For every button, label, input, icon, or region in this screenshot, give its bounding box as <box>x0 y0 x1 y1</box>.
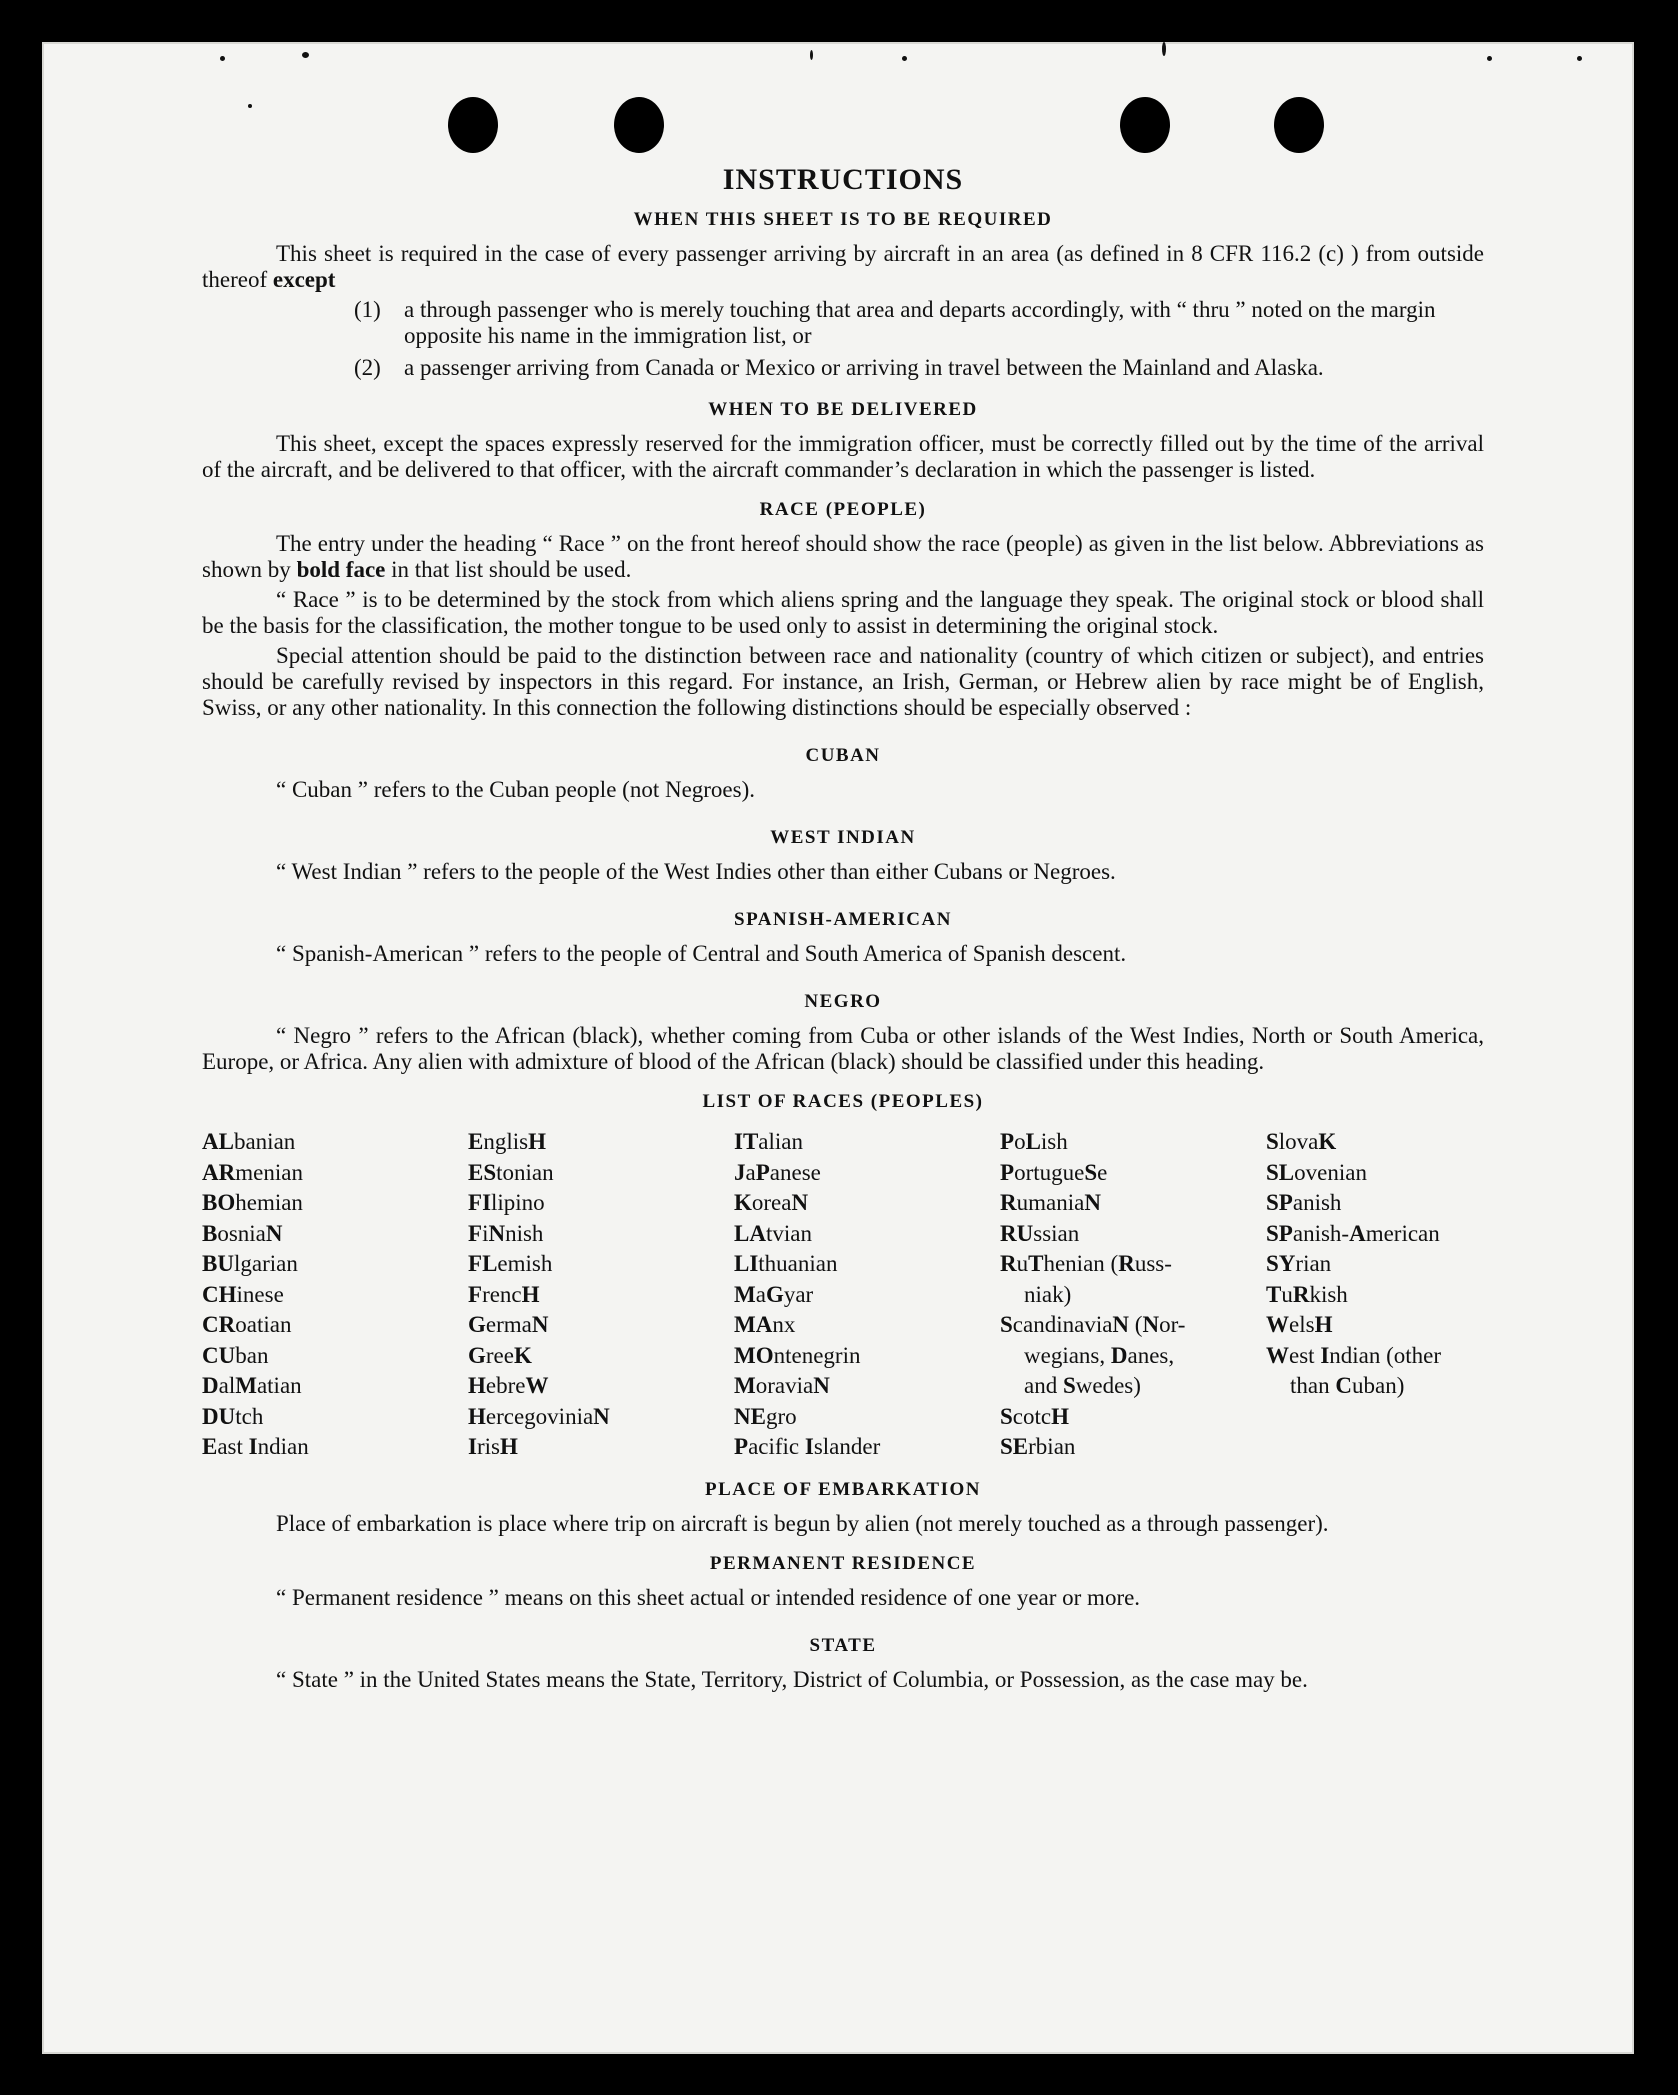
race-entry: East Indian <box>202 1434 309 1459</box>
race-entry: MoraviaN <box>734 1373 830 1398</box>
race-entry: HercegoviniaN <box>468 1403 610 1429</box>
race-entry: PoLish <box>1000 1129 1068 1154</box>
race-entry: MaGyar <box>734 1281 814 1307</box>
race-entry: ScandinaviaN (Nor- <box>1000 1312 1186 1337</box>
race-entry: IrisH <box>468 1434 518 1459</box>
required-intro <box>202 241 1484 293</box>
race-p1-text: The entry under the heading “ Race ” on the front hereof should show the race (people) as given in the list below. Abbreviations as shown by <box>202 531 1484 582</box>
race-entry: SErbian <box>1000 1434 1076 1459</box>
race-entry: DalMatian <box>202 1373 302 1398</box>
race-entry: RuThenian (Russ- <box>1000 1251 1172 1276</box>
race-entry: BUlgarian <box>202 1251 298 1276</box>
punch-hole <box>1274 97 1324 153</box>
race-entry: SPanish <box>1266 1190 1342 1215</box>
race-p1-bold: bold face <box>296 557 386 582</box>
required-item <box>354 355 1484 381</box>
speck-mark <box>248 104 252 108</box>
race-entry: FIlipino <box>468 1190 545 1215</box>
heading-when-required: WHEN THIS SHEET IS TO BE REQUIRED <box>633 209 1053 230</box>
document-sheet <box>42 42 1634 2054</box>
heading-when-delivered: WHEN TO BE DELIVERED <box>708 399 978 420</box>
race-p1-text-end: in that list should be used. <box>391 557 632 582</box>
race-paragraph-2: “ Race ” is to be determined by the stock from which aliens spring and the language they speak. The original stock or blood shall be the basis for the classification, the mother tongue to be used only to assist in determining the original stock. <box>202 587 1484 638</box>
heading-negro: NEGRO <box>804 991 882 1012</box>
race-entry: RUssian <box>1000 1220 1080 1246</box>
negro-text: “ Negro ” refers to the African (black), whether coming from Cuba or other islands of the West Indies, North or South America, Europe, or Africa. Any alien with admixture of blood of the African (black) should be classified under this heading. <box>202 1023 1484 1074</box>
race-entry: ITalian <box>734 1129 803 1154</box>
speck-mark <box>902 56 907 61</box>
race-entry: EStonian <box>468 1159 554 1185</box>
punch-hole <box>614 97 664 153</box>
cuban-text: “ Cuban ” refers to the Cuban people (not Negroes). <box>276 777 756 802</box>
race-entry: ARmenian <box>202 1159 303 1185</box>
race-entry: EnglisH <box>468 1129 546 1154</box>
race-paragraph-3: Special attention should be paid to the distinction between race and nationality (country of which citizen or subject), and entries should be carefully revised by inspectors in this regard. For instance, an Irish, German, or Hebrew alien by race might be of English, Swiss, or any other nationality. In this connection the following distinctions should be especially observed : <box>202 643 1484 720</box>
race-entry: niak) <box>1024 1281 1072 1307</box>
heading-race: RACE (PEOPLE) <box>759 499 927 520</box>
state-text: “ State ” in the United States means the State, Territory, District of Columbia, or Possession, as the case may be. <box>276 1666 1308 1692</box>
item-number: (2) <box>354 355 381 380</box>
race-entry: RumaniaN <box>1000 1190 1101 1215</box>
race-entry: FLemish <box>468 1251 553 1276</box>
race-entry: SPanish-American <box>1266 1220 1440 1246</box>
page-title: INSTRUCTIONS <box>722 163 964 196</box>
delivered-text: This sheet, except the spaces expressly reserved for the immigration officer, must be correctly filled out by the time of the arrival of the aircraft, and be delivered to that officer, with the aircraft commander’s declaration in which the passenger is listed. <box>202 431 1484 482</box>
item-text: a passenger arriving from Canada or Mexico or arriving in travel between the Mainland and Alaska. <box>404 355 1324 380</box>
race-paragraph-1 <box>202 531 1484 583</box>
race-entry: HebreW <box>468 1373 549 1398</box>
race-entry: FiNnish <box>468 1220 544 1246</box>
race-entry: GermaN <box>468 1312 549 1337</box>
spanish-american-text: “ Spanish-American ” refers to the people of Central and South America of Spanish descent. <box>276 941 1127 966</box>
race-entry: JaPanese <box>734 1159 821 1185</box>
race-entry: SLovenian <box>1266 1159 1367 1185</box>
races-list <box>202 1127 1484 1463</box>
race-entry: than Cuban) <box>1290 1373 1405 1398</box>
instructions-content <box>202 163 1484 1697</box>
speck-mark <box>302 52 309 58</box>
race-entry: BOhemian <box>202 1190 303 1215</box>
heading-embarkation: PLACE OF EMBARKATION <box>705 1478 981 1500</box>
race-entry: TuRkish <box>1266 1281 1348 1307</box>
speck-mark <box>1162 42 1166 56</box>
race-entry: and Swedes) <box>1024 1373 1141 1398</box>
speck-mark <box>1577 56 1582 61</box>
heading-spanish-american: SPANISH-AMERICAN <box>734 909 952 930</box>
item-text: a through passenger who is merely touching that area and departs accordingly, with “ thru ” noted on the margin opposite his name in the immigration list, or <box>404 297 1436 348</box>
required-intro-text: This sheet is required in the case of every passenger arriving by aircraft in an area (as defined in 8 CFR 116.2 (c) ) from outside thereof <box>202 241 1484 292</box>
race-entry: CRoatian <box>202 1312 292 1337</box>
race-entry: NEgro <box>734 1403 797 1429</box>
heading-permanent-residence: PERMANENT RESIDENCE <box>709 1552 977 1574</box>
race-entry: MOntenegrin <box>734 1342 861 1368</box>
speck-mark <box>1487 56 1492 61</box>
race-entry: ScotcH <box>1000 1403 1069 1429</box>
punch-hole <box>1120 97 1170 153</box>
race-entry: WelsH <box>1266 1312 1333 1337</box>
race-entry: MAnx <box>734 1312 796 1337</box>
race-entry: GreeK <box>468 1342 532 1368</box>
race-entry <box>1266 1402 1484 1433</box>
race-entry <box>1266 1432 1484 1463</box>
race-entry: DUtch <box>202 1403 264 1429</box>
race-entry: CUban <box>202 1342 269 1368</box>
speck-mark <box>220 56 225 61</box>
item-number: (1) <box>354 297 381 322</box>
race-entry: PortugueSe <box>1000 1159 1108 1185</box>
race-entry: ALbanian <box>202 1129 296 1154</box>
race-entry: West Indian (other <box>1266 1342 1442 1368</box>
punch-hole <box>448 97 498 153</box>
race-entry: wegians, Danes, <box>1024 1342 1175 1368</box>
west-indian-text: “ West Indian ” refers to the people of the West Indies other than either Cubans or Negroes. <box>276 859 1116 884</box>
required-except: except <box>272 267 336 292</box>
heading-west-indian: WEST INDIAN <box>770 827 916 848</box>
race-entry: SYrian <box>1266 1251 1332 1276</box>
race-entry: BosniaN <box>202 1220 283 1246</box>
race-entry: KoreaN <box>734 1190 809 1215</box>
required-item <box>354 297 1484 349</box>
heading-list-of-races: LIST OF RACES (PEOPLES) <box>702 1091 984 1112</box>
race-entry: LAtvian <box>734 1220 812 1246</box>
race-entry: FrencH <box>468 1281 540 1307</box>
embarkation-text: Place of embarkation is place where trip on aircraft is begun by alien (not merely touched as a through passenger). <box>276 1510 1329 1536</box>
heading-state: STATE <box>809 1634 877 1656</box>
race-entry: LIthuanian <box>734 1251 838 1276</box>
race-entry: CHinese <box>202 1281 284 1307</box>
permanent-residence-text: “ Permanent residence ” means on this sheet actual or intended residence of one year or more. <box>276 1584 1141 1610</box>
heading-cuban: CUBAN <box>805 745 881 766</box>
race-entry: SlovaK <box>1266 1129 1337 1154</box>
race-entry: Pacific Islander <box>734 1434 881 1459</box>
speck-mark <box>810 50 813 60</box>
